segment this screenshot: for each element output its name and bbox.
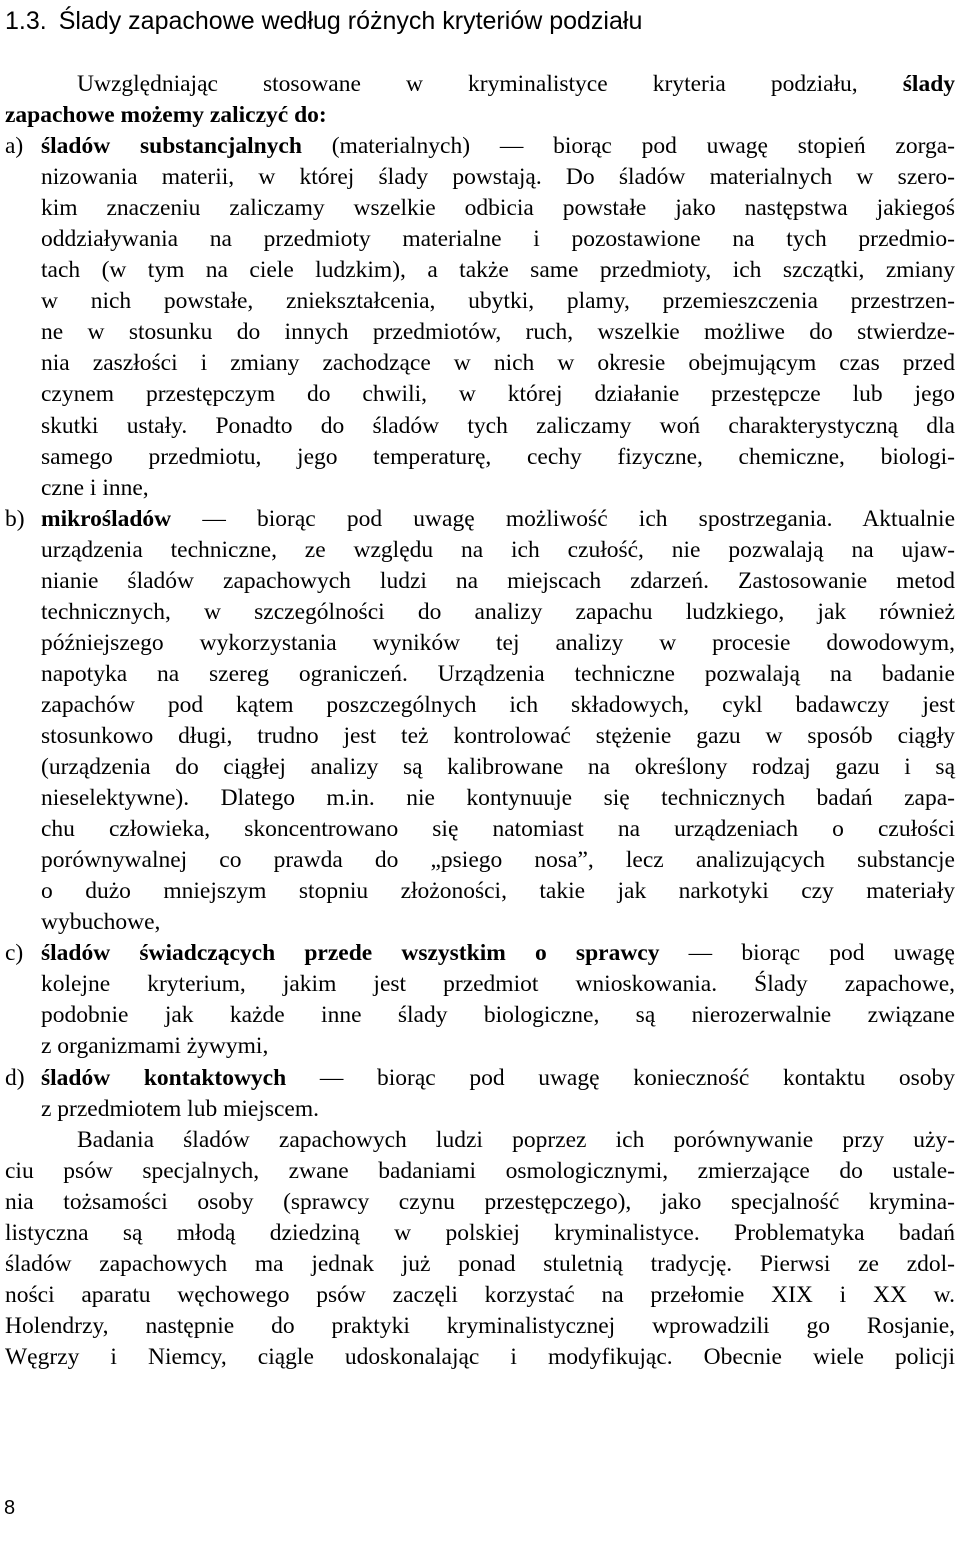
text-line: o dużo mniejszym stopniu złożoności, takie jak narkotyki czy materiały [41, 878, 955, 905]
text-line: zapachów pod kątem poszczególnych ich składowych, cykl badawczy jest [41, 691, 955, 718]
list-label-d: d) [5, 1064, 25, 1091]
body-text [5, 69, 955, 1373]
list-label-c: c) [5, 940, 24, 967]
text-line: chu człowieka, skoncentrowano się natomiast na urządzeniach o czułości [41, 816, 955, 843]
list-label-a: a) [5, 133, 24, 160]
text-line: nieselektywne). Dlatego m.in. nie kontynuuje się technicznych badań zapa- [41, 785, 955, 812]
closing-paragraph-first-line: Badania śladów zapachowych ludzi poprzez ich porównywanie przy uży- [77, 1126, 955, 1153]
intro-line-2: zapachowe możemy zaliczyć do: [5, 102, 327, 129]
text-line: Holendrzy, następnie do praktyki kryminalistycznej wprowadzili go Rosjanie, [5, 1312, 955, 1339]
text-line: skutki ustały. Ponadto do śladów tych zaliczamy woń charakterystyczną dla [41, 412, 955, 439]
text-line: ne w stosunku do innych przedmiotów, ruch, wszelkie możliwe do stwierdze- [41, 319, 955, 346]
text-line: czynem przestępczym do chwili, w której działanie przestępcze lub jego [41, 381, 955, 408]
text-line: porównywalnej co prawda do „psiego nosa”, lecz analizujących substancje [41, 847, 955, 874]
section-title: Ślady zapachowe według różnych kryteriów podziału [58, 7, 643, 35]
text-line: technicznych, w szczególności do analizy zapachu ludzkiego, jak również [41, 598, 955, 625]
text-line: (urządzenia do ciągłej analizy są kalibrowane na określony rodzaj gazu i są [41, 754, 955, 781]
page-number: 8 [4, 1497, 16, 1519]
text-line: podobnie jak każde inne ślady biologiczne, są nierozerwalnie związane [41, 1002, 955, 1029]
section-heading [5, 6, 642, 36]
text-line: nizowania materii, w której ślady powstają. Do śladów materialnych w szero- [41, 164, 955, 191]
text-line: w nich powstałe, zniekształcenia, ubytki, plamy, przemieszczenia przestrzen- [41, 288, 955, 315]
text-line: urządzenia techniczne, ze względu na ich czułość, nie pozwalają na ujaw- [41, 536, 955, 563]
text-line: stosunkowo długi, trudno jest też kontrolować stężenie gazu w sposób ciągły [41, 722, 955, 749]
text-line: listyczna są młodą dziedziną w polskiej kryminalistyce. Problematyka badań [5, 1219, 955, 1246]
text-line: ności aparatu węchowego psów zaczęli korzystać na przełomie XIX i XX w. [5, 1281, 955, 1308]
text-line: nianie śladów zapachowych ludzi na miejscach zdarzeń. Zastosowanie metod [41, 567, 955, 594]
text-line: samego przedmiotu, jego temperaturę, cechy fizyczne, chemiczne, biologi- [41, 443, 955, 470]
text-line: tach (w tym na ciele ludzkim), a także same przedmioty, ich szczątki, zmiany [41, 257, 955, 284]
text-line: późniejszego wykorzystania wyników tej analizy w procesie dowodowym, [41, 629, 955, 656]
list-item-c: c) śladów świadczących przede wszystkim o sprawcy — biorąc pod uwagę [5, 938, 955, 969]
section-number: 1.3. [5, 7, 47, 35]
text-line: nia tożsamości osoby (sprawcy czynu przestępczego), jako specjalność krymina- [5, 1188, 955, 1215]
text-line: nia zaszłości i zmiany zachodzące w nich w okresie obejmującym czas przed [41, 350, 955, 377]
text-line: oddziaływania na przedmioty materialne i pozostawione na tych przedmio- [41, 226, 955, 253]
text-line: ciu psów specjalnych, zwane badaniami osmologicznymi, zmierzające do ustale- [5, 1157, 955, 1184]
list-item-d: d) śladów kontaktowych — biorąc pod uwagę konieczność kontaktu osoby [5, 1063, 955, 1094]
list-item-b: b) mikrośladów — biorąc pod uwagę możliwość ich spostrzegania. Aktualnie [5, 504, 955, 535]
text-line: kolejne kryterium, jakim jest przedmiot wnioskowania. Ślady zapachowe, [41, 971, 955, 998]
text-line: Węgrzy i Niemcy, ciągle udoskonalając i modyfikując. Obecnie wiele policji [5, 1343, 955, 1370]
text-line: z organizmami żywymi, [41, 1033, 269, 1060]
list-label-b: b) [5, 505, 25, 532]
text-line: czne i inne, [41, 474, 149, 501]
text-line: napotyka na szereg ograniczeń. Urządzenia techniczne pozwalają na badanie [41, 660, 955, 687]
text-line: wybuchowe, [41, 909, 161, 936]
text-line: kim znaczeniu zaliczamy wszelkie odbicia powstałe jako następstwa jakiegoś [41, 195, 955, 222]
list-item-a: a) śladów substancjalnych (materialnych) — biorąc pod uwagę stopień zorga- [5, 131, 955, 162]
text-line: z przedmiotem lub miejscem. [41, 1095, 319, 1122]
text-line: śladów zapachowych ma jednak już ponad stuletnią tradycję. Pierwsi ze zdol- [5, 1250, 955, 1277]
intro-line-1: Uwzględniając stosowane w kryminalistyce kryteria podziału, ślady [77, 71, 956, 97]
